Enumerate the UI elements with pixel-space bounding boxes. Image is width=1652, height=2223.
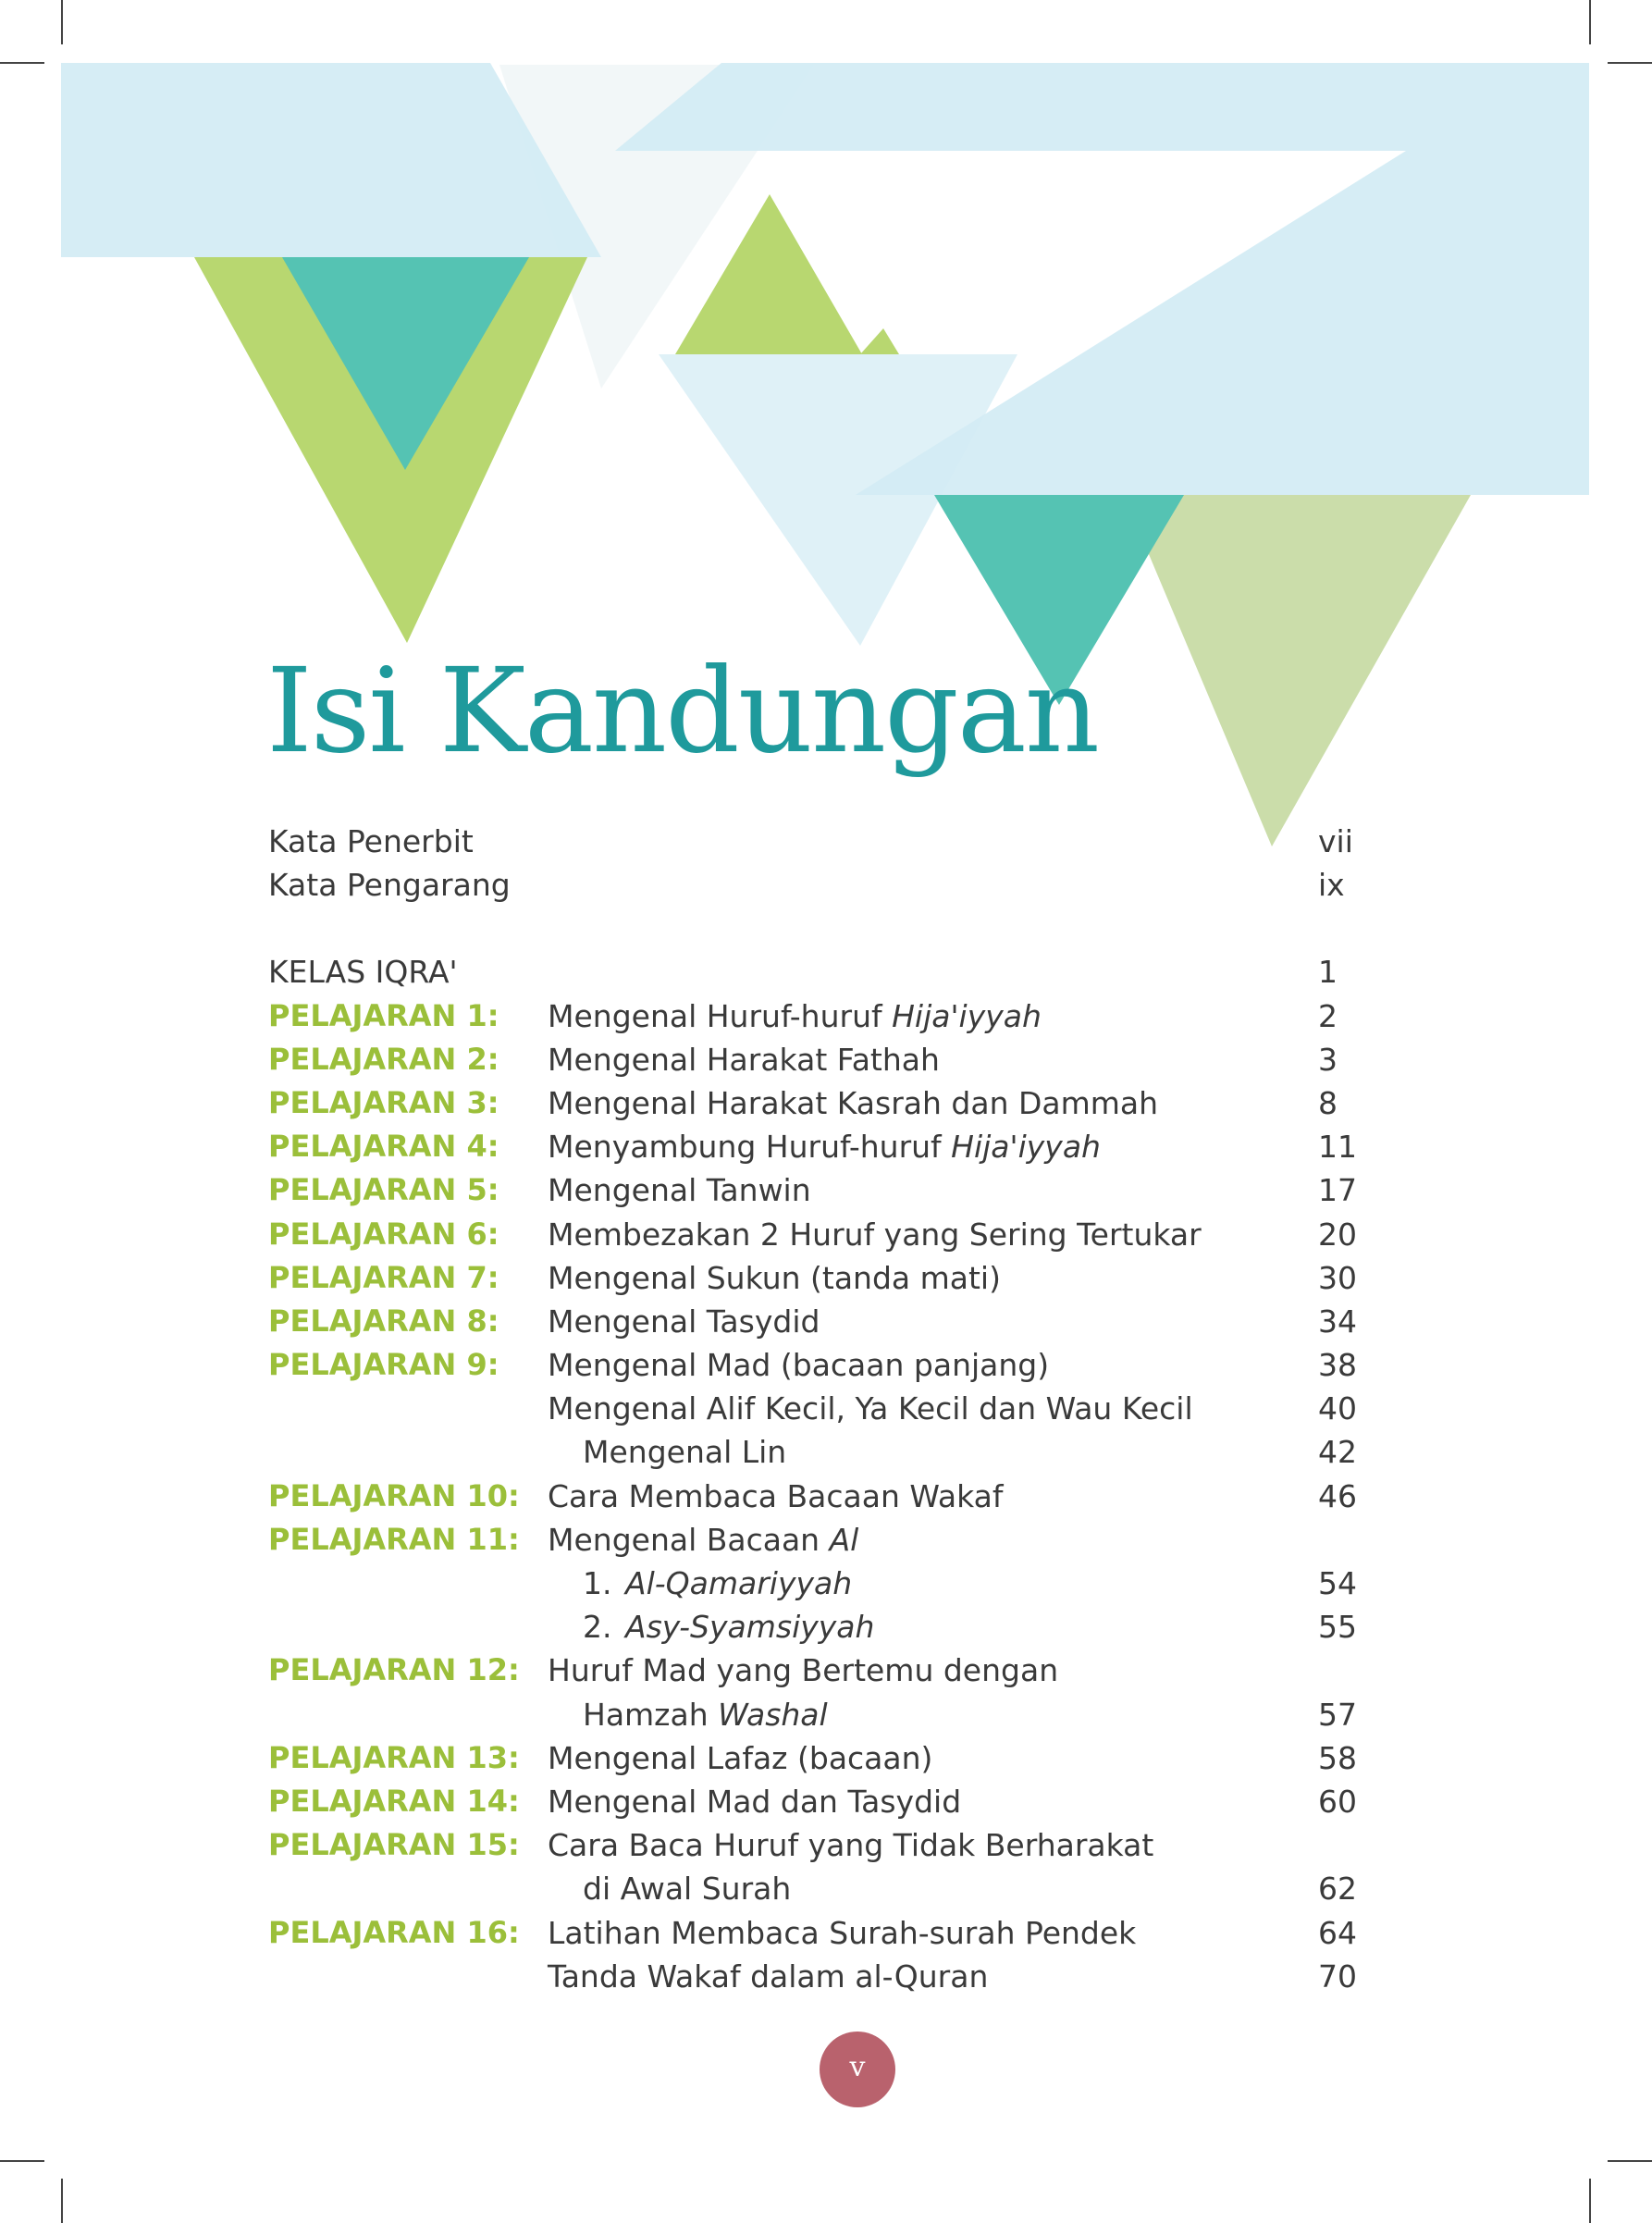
toc-entry-title (548, 1823, 1153, 1867)
toc-entry (268, 950, 1360, 994)
toc-entry (268, 1518, 1360, 1562)
toc-entry-title (548, 1387, 1193, 1430)
toc-page-number: 57 (1318, 1696, 1357, 1733)
toc-entry-title (548, 1518, 858, 1562)
toc-text-italic: Al (829, 1521, 859, 1558)
toc-page-number: 2 (1318, 997, 1338, 1034)
toc-text: Menyambung Huruf-huruf (548, 1129, 952, 1166)
toc-text-italic: Al-Qamariyyah (625, 1565, 853, 1601)
deco-green-triangle-sliver (860, 328, 899, 354)
toc-text: Mengenal Harakat Fathah (548, 1041, 940, 1078)
toc-page-number: 8 (1318, 1084, 1338, 1121)
toc-page-number: 64 (1318, 1914, 1357, 1951)
lesson-label: PELAJARAN 8: (268, 1303, 499, 1339)
toc-entry-title (548, 1736, 932, 1780)
toc-page-number: 40 (1318, 1390, 1357, 1427)
page-number-badge: v (820, 2032, 895, 2107)
toc-text: Mengenal Harakat Kasrah dan Dammah (548, 1084, 1159, 1121)
toc-text: Hamzah (583, 1696, 719, 1733)
toc-text: Cara Membaca Bacaan Wakaf (548, 1477, 1004, 1514)
toc-text: Tanda Wakaf dalam al-Quran (548, 1957, 989, 1995)
lesson-label: PELAJARAN 16: (268, 1914, 520, 1950)
toc-entry-title (548, 1475, 1003, 1518)
lesson-label: PELAJARAN 4: (268, 1129, 499, 1165)
toc-text: Latihan Membaca Surah-surah Pendek (548, 1914, 1137, 1951)
toc-page-number: 60 (1318, 1783, 1357, 1820)
toc-page-number: 11 (1318, 1129, 1357, 1166)
toc-entry (268, 1475, 1360, 1518)
toc-entry-title (548, 994, 1042, 1038)
lesson-label: PELAJARAN 15: (268, 1827, 520, 1863)
toc-entry-title (548, 1125, 1101, 1168)
toc-page-number: 55 (1318, 1609, 1357, 1646)
toc-entry-title (548, 1343, 1049, 1387)
crop-mark-bottom-right-v (1589, 2179, 1591, 2223)
toc-entry (268, 1911, 1360, 1955)
table-of-contents (268, 820, 1360, 1998)
toc-entry (268, 820, 1360, 863)
toc-text: Cara Baca Huruf yang Tidak Berharakat (548, 1827, 1154, 1864)
toc-page-number: 34 (1318, 1303, 1357, 1340)
toc-page-number: 54 (1318, 1565, 1357, 1601)
crop-mark-bottom-left-h (0, 2160, 44, 2162)
toc-entry (268, 1213, 1360, 1256)
sub-item-number: 2. (583, 1609, 612, 1646)
toc-entry-title (548, 1649, 1058, 1692)
toc-entry (268, 1605, 1360, 1649)
toc-page-number: 70 (1318, 1957, 1357, 1995)
toc-entry (268, 1780, 1360, 1823)
toc-text: Mengenal Mad dan Tasydid (548, 1783, 962, 1820)
toc-text-italic: Hija'iyyah (951, 1129, 1101, 1166)
toc-entry (268, 1736, 1360, 1780)
lesson-label: PELAJARAN 14: (268, 1783, 520, 1819)
lesson-label: PELAJARAN 12: (268, 1652, 520, 1688)
toc-page-number: 58 (1318, 1739, 1357, 1776)
toc-entry (268, 1430, 1360, 1474)
deco-olive-triangle (1124, 495, 1471, 846)
lesson-label: PELAJARAN 13: (268, 1739, 520, 1775)
crop-mark-bottom-right-h (1608, 2160, 1652, 2162)
toc-text: Mengenal Huruf-huruf (548, 997, 893, 1034)
toc-text: Mengenal Tasydid (548, 1303, 820, 1340)
lesson-label: PELAJARAN 3: (268, 1084, 499, 1120)
lesson-label: PELAJARAN 9: (268, 1347, 499, 1383)
deco-light-blue-triangle-large (856, 151, 1589, 495)
toc-entry (268, 1125, 1360, 1168)
toc-entry (268, 1562, 1360, 1605)
toc-text-italic: Washal (718, 1696, 828, 1733)
lesson-label: PELAJARAN 6: (268, 1216, 499, 1252)
toc-page-number: 30 (1318, 1259, 1357, 1296)
toc-entry-title (548, 1955, 988, 1998)
crop-mark-bottom-left-v (61, 2179, 63, 2223)
toc-entry-title (583, 1693, 828, 1736)
toc-entry-title: Kata Pengarang (268, 867, 511, 904)
toc-text: Mengenal Lafaz (bacaan) (548, 1739, 933, 1776)
toc-page-number: 46 (1318, 1477, 1357, 1514)
toc-entry-title: KELAS IQRA' (268, 954, 458, 991)
toc-entry-title (548, 1081, 1158, 1125)
toc-page-number: 17 (1318, 1172, 1357, 1209)
toc-text: Mengenal Alif Kecil, Ya Kecil dan Wau Kecil (548, 1390, 1193, 1427)
toc-text: Mengenal Mad (bacaan panjang) (548, 1347, 1050, 1384)
toc-entry-title (583, 1605, 874, 1649)
toc-entry-title (548, 1168, 811, 1212)
lesson-label: PELAJARAN 10: (268, 1477, 520, 1513)
toc-entry (268, 994, 1360, 1038)
toc-entry-title (548, 1780, 961, 1823)
toc-entry (268, 1867, 1360, 1910)
toc-text: Mengenal Bacaan (548, 1521, 830, 1558)
toc-entry-title (583, 1430, 786, 1474)
toc-entry (268, 1256, 1360, 1300)
toc-entry (268, 1649, 1360, 1692)
toc-entry-title (583, 1562, 852, 1605)
toc-entry-title (548, 1038, 940, 1081)
toc-entry (268, 1955, 1360, 1998)
toc-entry (268, 1168, 1360, 1212)
toc-entry (268, 1693, 1360, 1736)
toc-entry (268, 1387, 1360, 1430)
toc-page-number: 62 (1318, 1871, 1357, 1908)
toc-page-number: ix (1318, 867, 1345, 904)
lesson-label: PELAJARAN 5: (268, 1172, 499, 1208)
toc-entry (268, 1343, 1360, 1387)
toc-entry-title (583, 1867, 791, 1910)
toc-text: Huruf Mad yang Bertemu dengan (548, 1652, 1059, 1689)
toc-page-number: 3 (1318, 1041, 1338, 1078)
toc-text: di Awal Surah (583, 1871, 792, 1908)
toc-entry (268, 1081, 1360, 1125)
toc-entry (268, 1300, 1360, 1343)
lesson-label: PELAJARAN 1: (268, 997, 499, 1033)
toc-text: Mengenal Lin (583, 1434, 787, 1471)
toc-entry (268, 1823, 1360, 1867)
toc-text: Membezakan 2 Huruf yang Sering Tertukar (548, 1216, 1202, 1253)
toc-entry-title (548, 1911, 1136, 1955)
toc-text-italic: Hija'iyyah (892, 997, 1042, 1034)
toc-entry-title (548, 1300, 820, 1343)
toc-text: Mengenal Sukun (tanda mati) (548, 1259, 1001, 1296)
lesson-label: PELAJARAN 11: (268, 1521, 520, 1557)
toc-entry-title (548, 1213, 1202, 1256)
toc-entry (268, 863, 1360, 907)
toc-text: Mengenal Tanwin (548, 1172, 811, 1209)
toc-entry-title: Kata Penerbit (268, 823, 474, 859)
toc-page-number: 20 (1318, 1216, 1357, 1253)
lesson-label: PELAJARAN 2: (268, 1041, 499, 1077)
page-title: Isi Kandungan (266, 643, 1099, 779)
lesson-label: PELAJARAN 7: (268, 1259, 499, 1295)
toc-entry (268, 1038, 1360, 1081)
toc-entry-title (548, 1256, 1001, 1300)
toc-page-number: vii (1318, 823, 1353, 859)
deco-light-blue-banner-right (615, 63, 1589, 151)
toc-page-number: 1 (1318, 954, 1338, 991)
toc-page-number: 38 (1318, 1347, 1357, 1384)
sub-item-number: 1. (583, 1565, 612, 1601)
toc-text-italic: Asy-Syamsiyyah (625, 1609, 875, 1646)
toc-page-number: 42 (1318, 1434, 1357, 1471)
